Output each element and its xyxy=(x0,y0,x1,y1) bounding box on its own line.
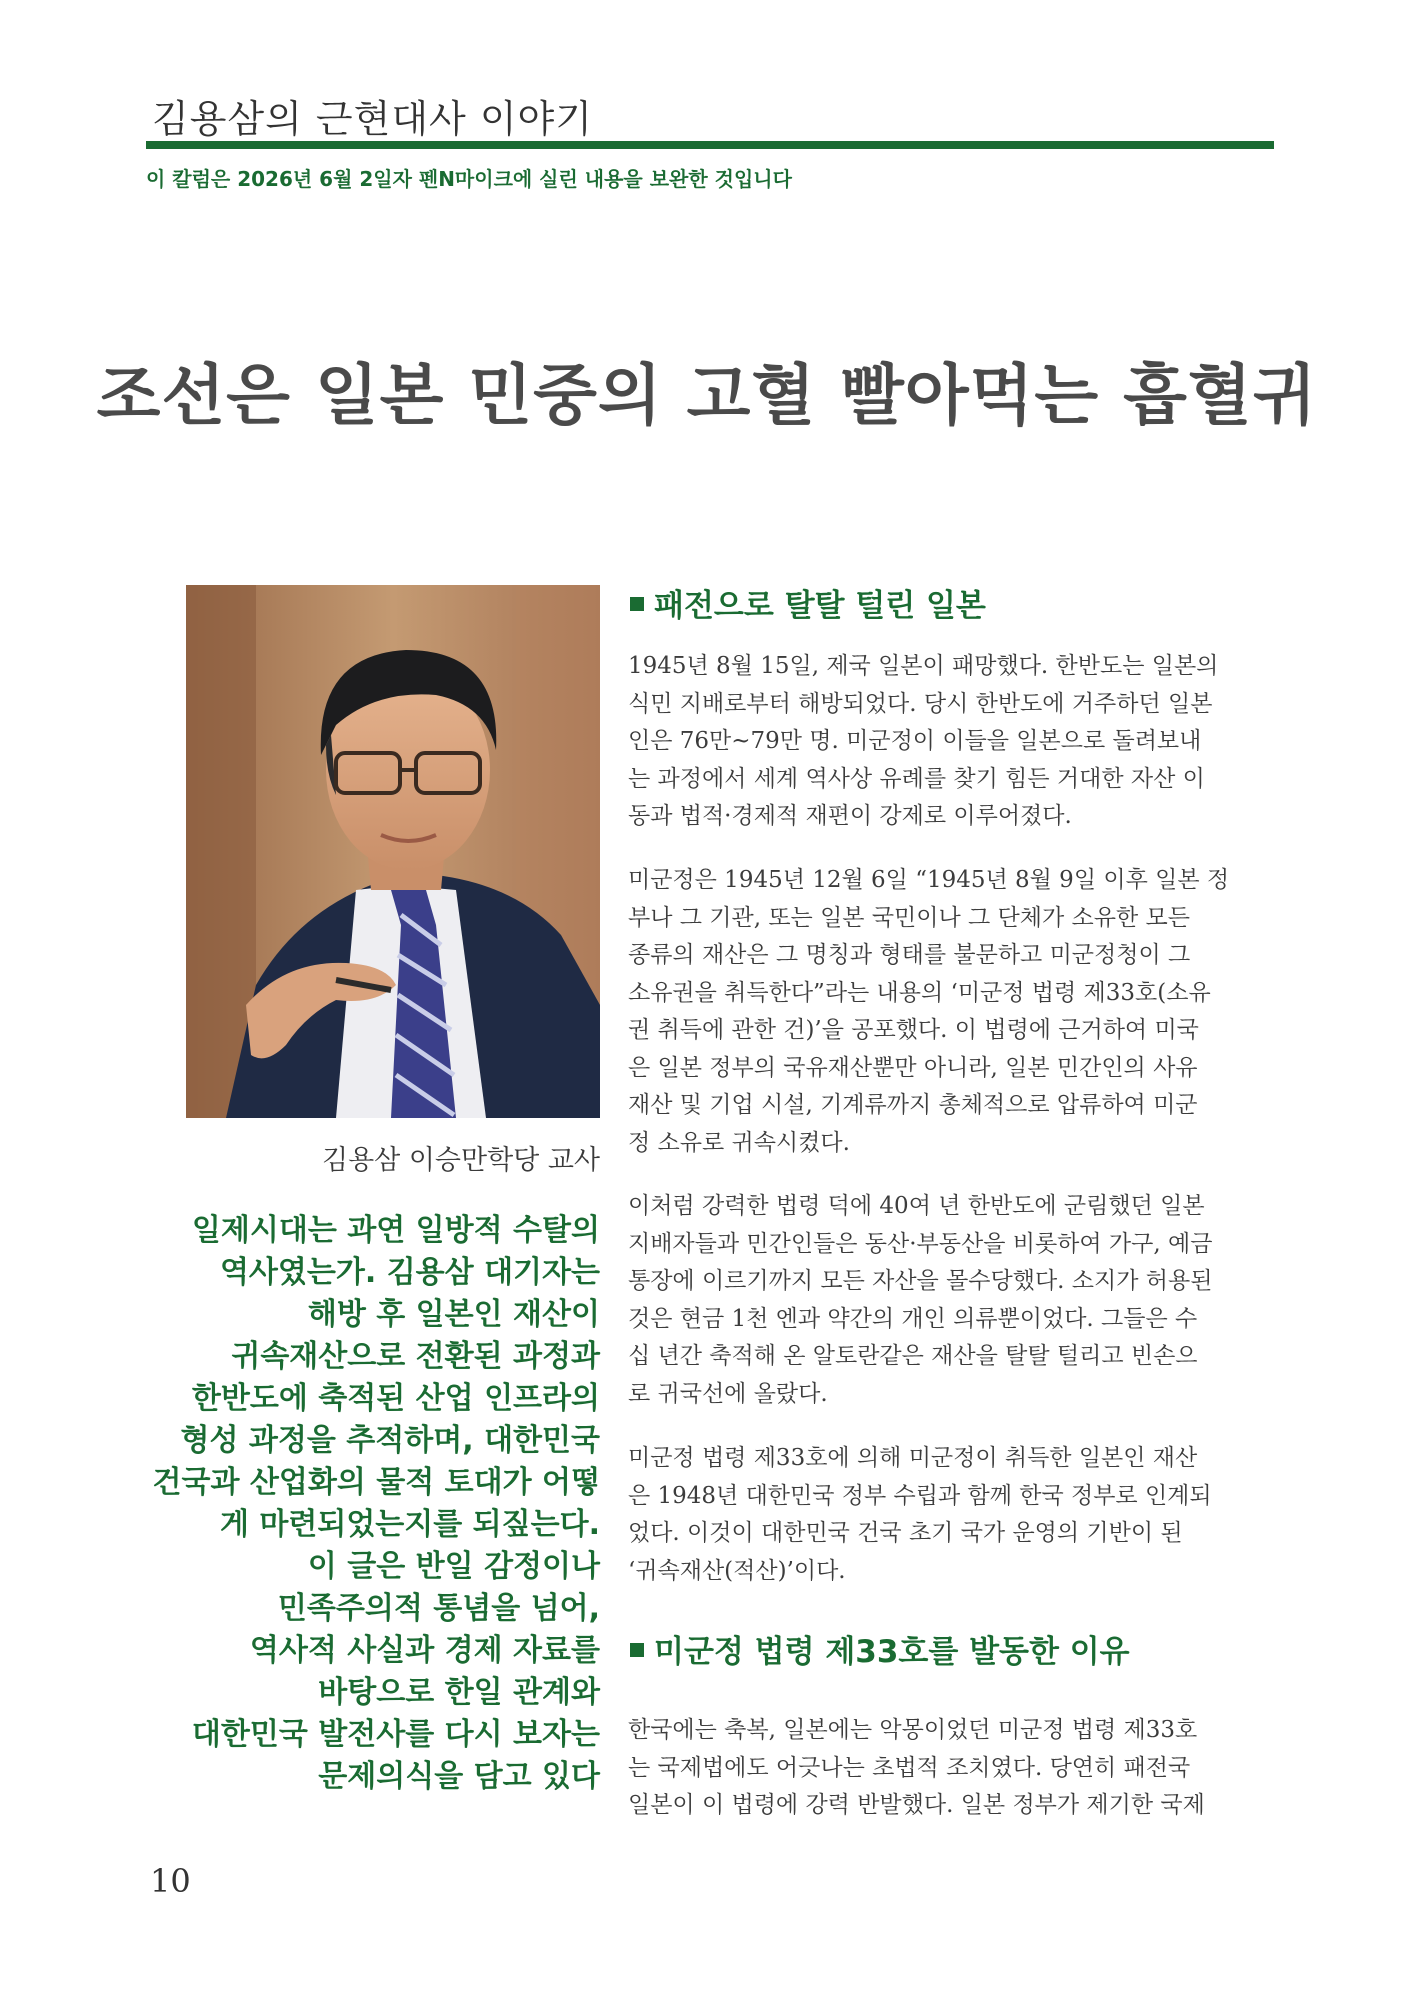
pullquote-line: 역사였는가. 김용삼 대기자는 xyxy=(219,1255,600,1290)
subhead-text: 미군정 법령 제33호를 발동한 이유 xyxy=(654,1634,1130,1670)
pullquote-line: 이 글은 반일 감정이나 xyxy=(307,1549,600,1584)
pullquote-line: 역사적 사실과 경제 자료를 xyxy=(249,1633,600,1668)
photo-caption: 김용삼 이승만학당 교사 xyxy=(322,1145,600,1176)
text-line: 동과 법적·경제적 재편이 강제로 이루어졌다. xyxy=(628,803,1072,829)
text-line: 재산 및 기업 시설, 기계류까지 총체적으로 압류하여 미군 xyxy=(628,1092,1198,1118)
pullquote-line: 민족주의적 통념을 넘어, xyxy=(277,1591,600,1626)
section-subhead xyxy=(630,580,1290,625)
body-paragraph xyxy=(628,648,1278,836)
text-line: 미군정 법령 제33호에 의해 미군정이 취득한 일본인 재산 xyxy=(628,1445,1198,1471)
pullquote-line: 귀속재산으로 전환된 과정과 xyxy=(231,1339,600,1374)
text-line: 는 국제법에도 어긋나는 초법적 조치였다. 당연히 패전국 xyxy=(628,1754,1191,1781)
text-line: 권 취득에 관한 건)’을 공포했다. 이 법령에 근거하여 미국 xyxy=(628,1017,1199,1043)
square-bullet-icon xyxy=(630,597,644,611)
pullquote-line: 바탕으로 한일 관계와 xyxy=(318,1675,600,1710)
text-line: 소유권을 취득한다”라는 내용의 ‘미군정 법령 제33호(소유 xyxy=(628,979,1211,1006)
body-paragraph xyxy=(628,862,1278,1162)
pullquote-line: 대한민국 발전사를 다시 보자는 xyxy=(191,1717,600,1752)
text-line: 식민 지배로부터 해방되었다. 당시 한반도에 거주하던 일본 xyxy=(628,690,1213,717)
pullquote-line: 건국과 산업화의 물적 토대가 어떻 xyxy=(152,1465,600,1500)
text-line: 은 1948년 대한민국 정부 수립과 함께 한국 정부로 인계되 xyxy=(628,1482,1212,1509)
text-line: 이처럼 강력한 법령 덕에 40여 년 한반도에 군림했던 일본 xyxy=(628,1193,1205,1219)
pullquote-line: 게 마련되었는지를 되짚는다. xyxy=(219,1507,600,1542)
pullquote-line: 한반도에 축적된 산업 인프라의 xyxy=(191,1381,600,1416)
text-line: 십 년간 축적해 온 알토란같은 재산을 탈탈 털리고 빈손으 xyxy=(628,1343,1198,1369)
square-bullet-icon xyxy=(630,1643,644,1657)
page-number: 10 xyxy=(150,1862,191,1900)
text-line: 한국에는 축복, 일본에는 악몽이었던 미군정 법령 제33호 xyxy=(628,1717,1198,1743)
source-note: 이 칼럼은 2026년 6월 2일자 펜N마이크에 실린 내용을 보완한 것입니다 xyxy=(146,167,792,191)
text-line: 것은 현금 1천 엔과 약간의 개인 의류뿐이었다. 그들은 수 xyxy=(628,1305,1198,1332)
body-paragraph xyxy=(628,1188,1278,1413)
text-line: 로 귀국선에 올랐다. xyxy=(628,1380,828,1407)
text-line: 미군정은 1945년 12월 6일 “1945년 8월 9일 이후 일본 정 xyxy=(628,867,1230,893)
pullquote-line: 일제시대는 과연 일방적 수탈의 xyxy=(191,1213,600,1248)
text-line: 은 일본 정부의 국유재산뿐만 아니라, 일본 민간인의 사유 xyxy=(628,1054,1198,1081)
header-divider xyxy=(146,141,1274,149)
body-paragraph xyxy=(628,1712,1278,1825)
text-line: 정 소유로 귀속시켰다. xyxy=(628,1129,850,1156)
author-portrait xyxy=(186,585,600,1118)
body-paragraph xyxy=(628,1440,1278,1590)
pullquote xyxy=(150,1210,600,1798)
text-line: 부나 그 기관, 또는 일본 국민이나 그 단체가 소유한 모든 xyxy=(628,904,1190,931)
pullquote-line: 해방 후 일본인 재산이 xyxy=(307,1297,600,1332)
text-line: 인은 76만~79만 명. 미군정이 이들을 일본으로 돌려보내 xyxy=(628,728,1202,754)
text-line: ‘귀속재산(적산)’이다. xyxy=(628,1557,846,1584)
text-line: 는 과정에서 세계 역사상 유례를 찾기 힘든 거대한 자산 이 xyxy=(628,765,1205,792)
text-line: 종류의 재산은 그 명칭과 형태를 불문하고 미군정청이 그 xyxy=(628,942,1191,968)
section-subhead xyxy=(630,1626,1290,1671)
pullquote-line: 형성 과정을 추적하며, 대한민국 xyxy=(180,1423,600,1458)
text-line: 지배자들과 민간인들은 동산·부동산을 비롯하여 가구, 예금 xyxy=(628,1230,1213,1257)
series-title: 김용삼의 근현대사 이야기 xyxy=(152,97,593,141)
subhead-text: 패전으로 탈탈 털린 일본 xyxy=(654,588,986,624)
text-line: 통장에 이르기까지 모든 자산을 몰수당했다. 소지가 허용된 xyxy=(628,1268,1213,1294)
pullquote-line: 문제의식을 담고 있다 xyxy=(318,1759,600,1794)
text-line: 일본이 이 법령에 강력 반발했다. 일본 정부가 제기한 국제 xyxy=(628,1792,1205,1818)
text-line: 었다. 이것이 대한민국 건국 초기 국가 운영의 기반이 된 xyxy=(628,1520,1183,1546)
text-line: 1945년 8월 15일, 제국 일본이 패망했다. 한반도는 일본의 xyxy=(628,653,1219,679)
article-headline: 조선은 일본 민중의 고혈 빨아먹는 흡혈귀 xyxy=(96,357,1318,434)
